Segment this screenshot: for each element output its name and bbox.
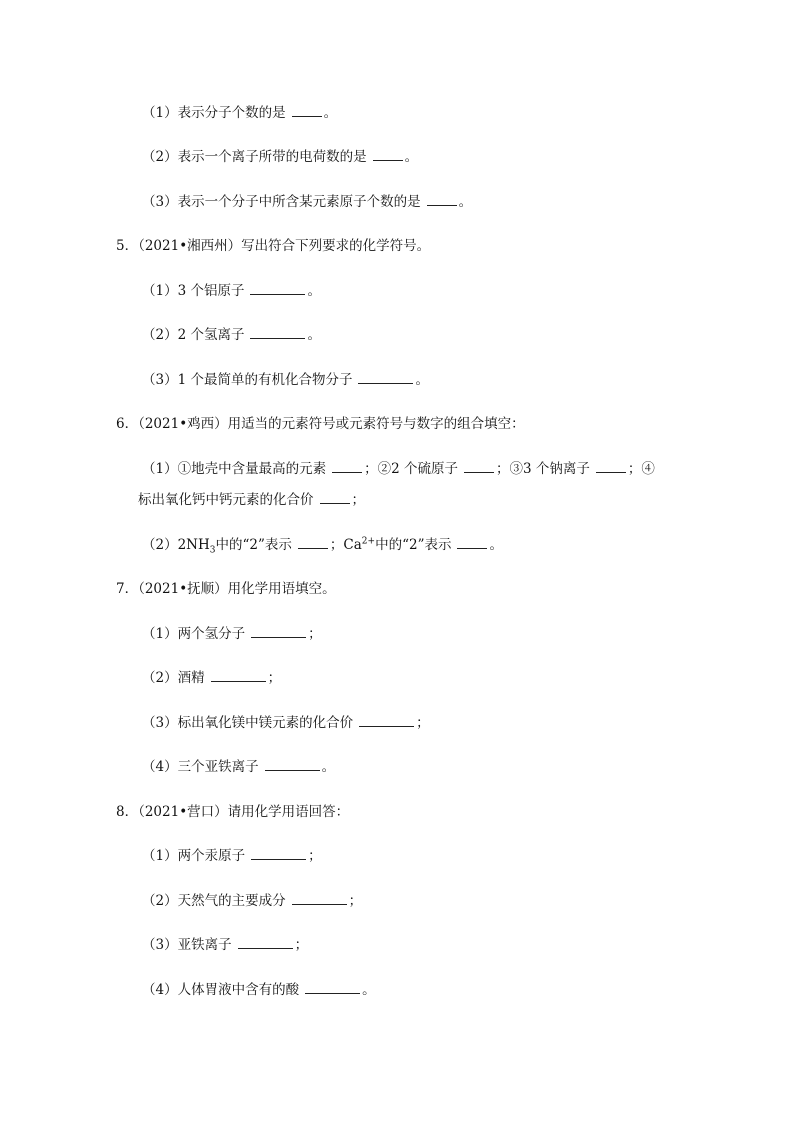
q5-item-2: （2）2 个氢离子 。 <box>142 327 321 343</box>
answer-blank[interactable] <box>373 148 403 161</box>
q4-item-2: （2）表示一个离子所带的电荷数的是 。 <box>142 149 419 165</box>
answer-blank[interactable] <box>292 892 347 905</box>
answer-blank[interactable] <box>320 491 350 504</box>
question-7-title: 7．（2021•抚顺）用化学用语填空。 <box>116 581 336 597</box>
answer-blank[interactable] <box>359 714 414 727</box>
answer-blank[interactable] <box>238 936 293 949</box>
answer-blank[interactable] <box>427 193 457 206</box>
q5-item-1: （1）3 个铝原子 。 <box>142 283 321 299</box>
answer-blank[interactable] <box>298 536 328 549</box>
q4-item-1: （1）表示分子个数的是 。 <box>142 105 338 121</box>
q6-item-2: $(2)2NH_3$中的“2”表示 ；$Ca^{2+}$中的“2”表示 。 <box>142 536 503 556</box>
answer-blank[interactable] <box>305 981 360 994</box>
answer-blank[interactable] <box>596 460 626 473</box>
q6-item-1: （1）①地壳中含量最高的元素 ；②2 个硫原子 ；③3 个钠离子 ；④ <box>142 461 655 477</box>
q8-item-4: （4）人体胃液中含有的酸 。 <box>142 982 376 998</box>
answer-blank[interactable] <box>250 326 305 339</box>
q7-item-4: （4）三个亚铁离子 。 <box>142 759 336 775</box>
answer-blank[interactable] <box>251 625 306 638</box>
q8-item-1: （1）两个汞原子 ； <box>142 848 322 864</box>
q8-item-3: （3）亚铁离子 ； <box>142 937 309 953</box>
answer-blank[interactable] <box>464 460 494 473</box>
answer-blank[interactable] <box>251 847 306 860</box>
q7-item-3: （3）标出氧化镁中镁元素的化合价 ； <box>142 715 430 731</box>
answer-blank[interactable] <box>358 371 413 384</box>
question-6-title: 6．（2021•鸡西）用适当的元素符号或元素符号与数字的组合填空： <box>116 416 525 432</box>
q7-item-1: （1）两个氢分子 ； <box>142 626 322 642</box>
question-8-title: 8．（2021•营口）请用化学用语回答： <box>116 804 350 820</box>
answer-blank[interactable] <box>457 536 487 549</box>
q7-item-2: （2）酒精 ； <box>142 670 282 686</box>
answer-blank[interactable] <box>332 460 362 473</box>
q4-item-3: （3）表示一个分子中所含某元素原子个数的是 。 <box>142 194 473 210</box>
answer-blank[interactable] <box>211 669 266 682</box>
answer-blank[interactable] <box>265 758 320 771</box>
q5-item-3: （3）1 个最简单的有机化合物分子 。 <box>142 372 429 388</box>
answer-blank[interactable] <box>292 104 322 117</box>
answer-blank[interactable] <box>250 282 305 295</box>
q6-item-1-continued: 标出氧化钙中钙元素的化合价 ； <box>138 492 365 508</box>
question-5-title: 5．（2021•湘西州）写出符合下列要求的化学符号。 <box>116 238 431 254</box>
q8-item-2: （2）天然气的主要成分 ； <box>142 893 363 909</box>
